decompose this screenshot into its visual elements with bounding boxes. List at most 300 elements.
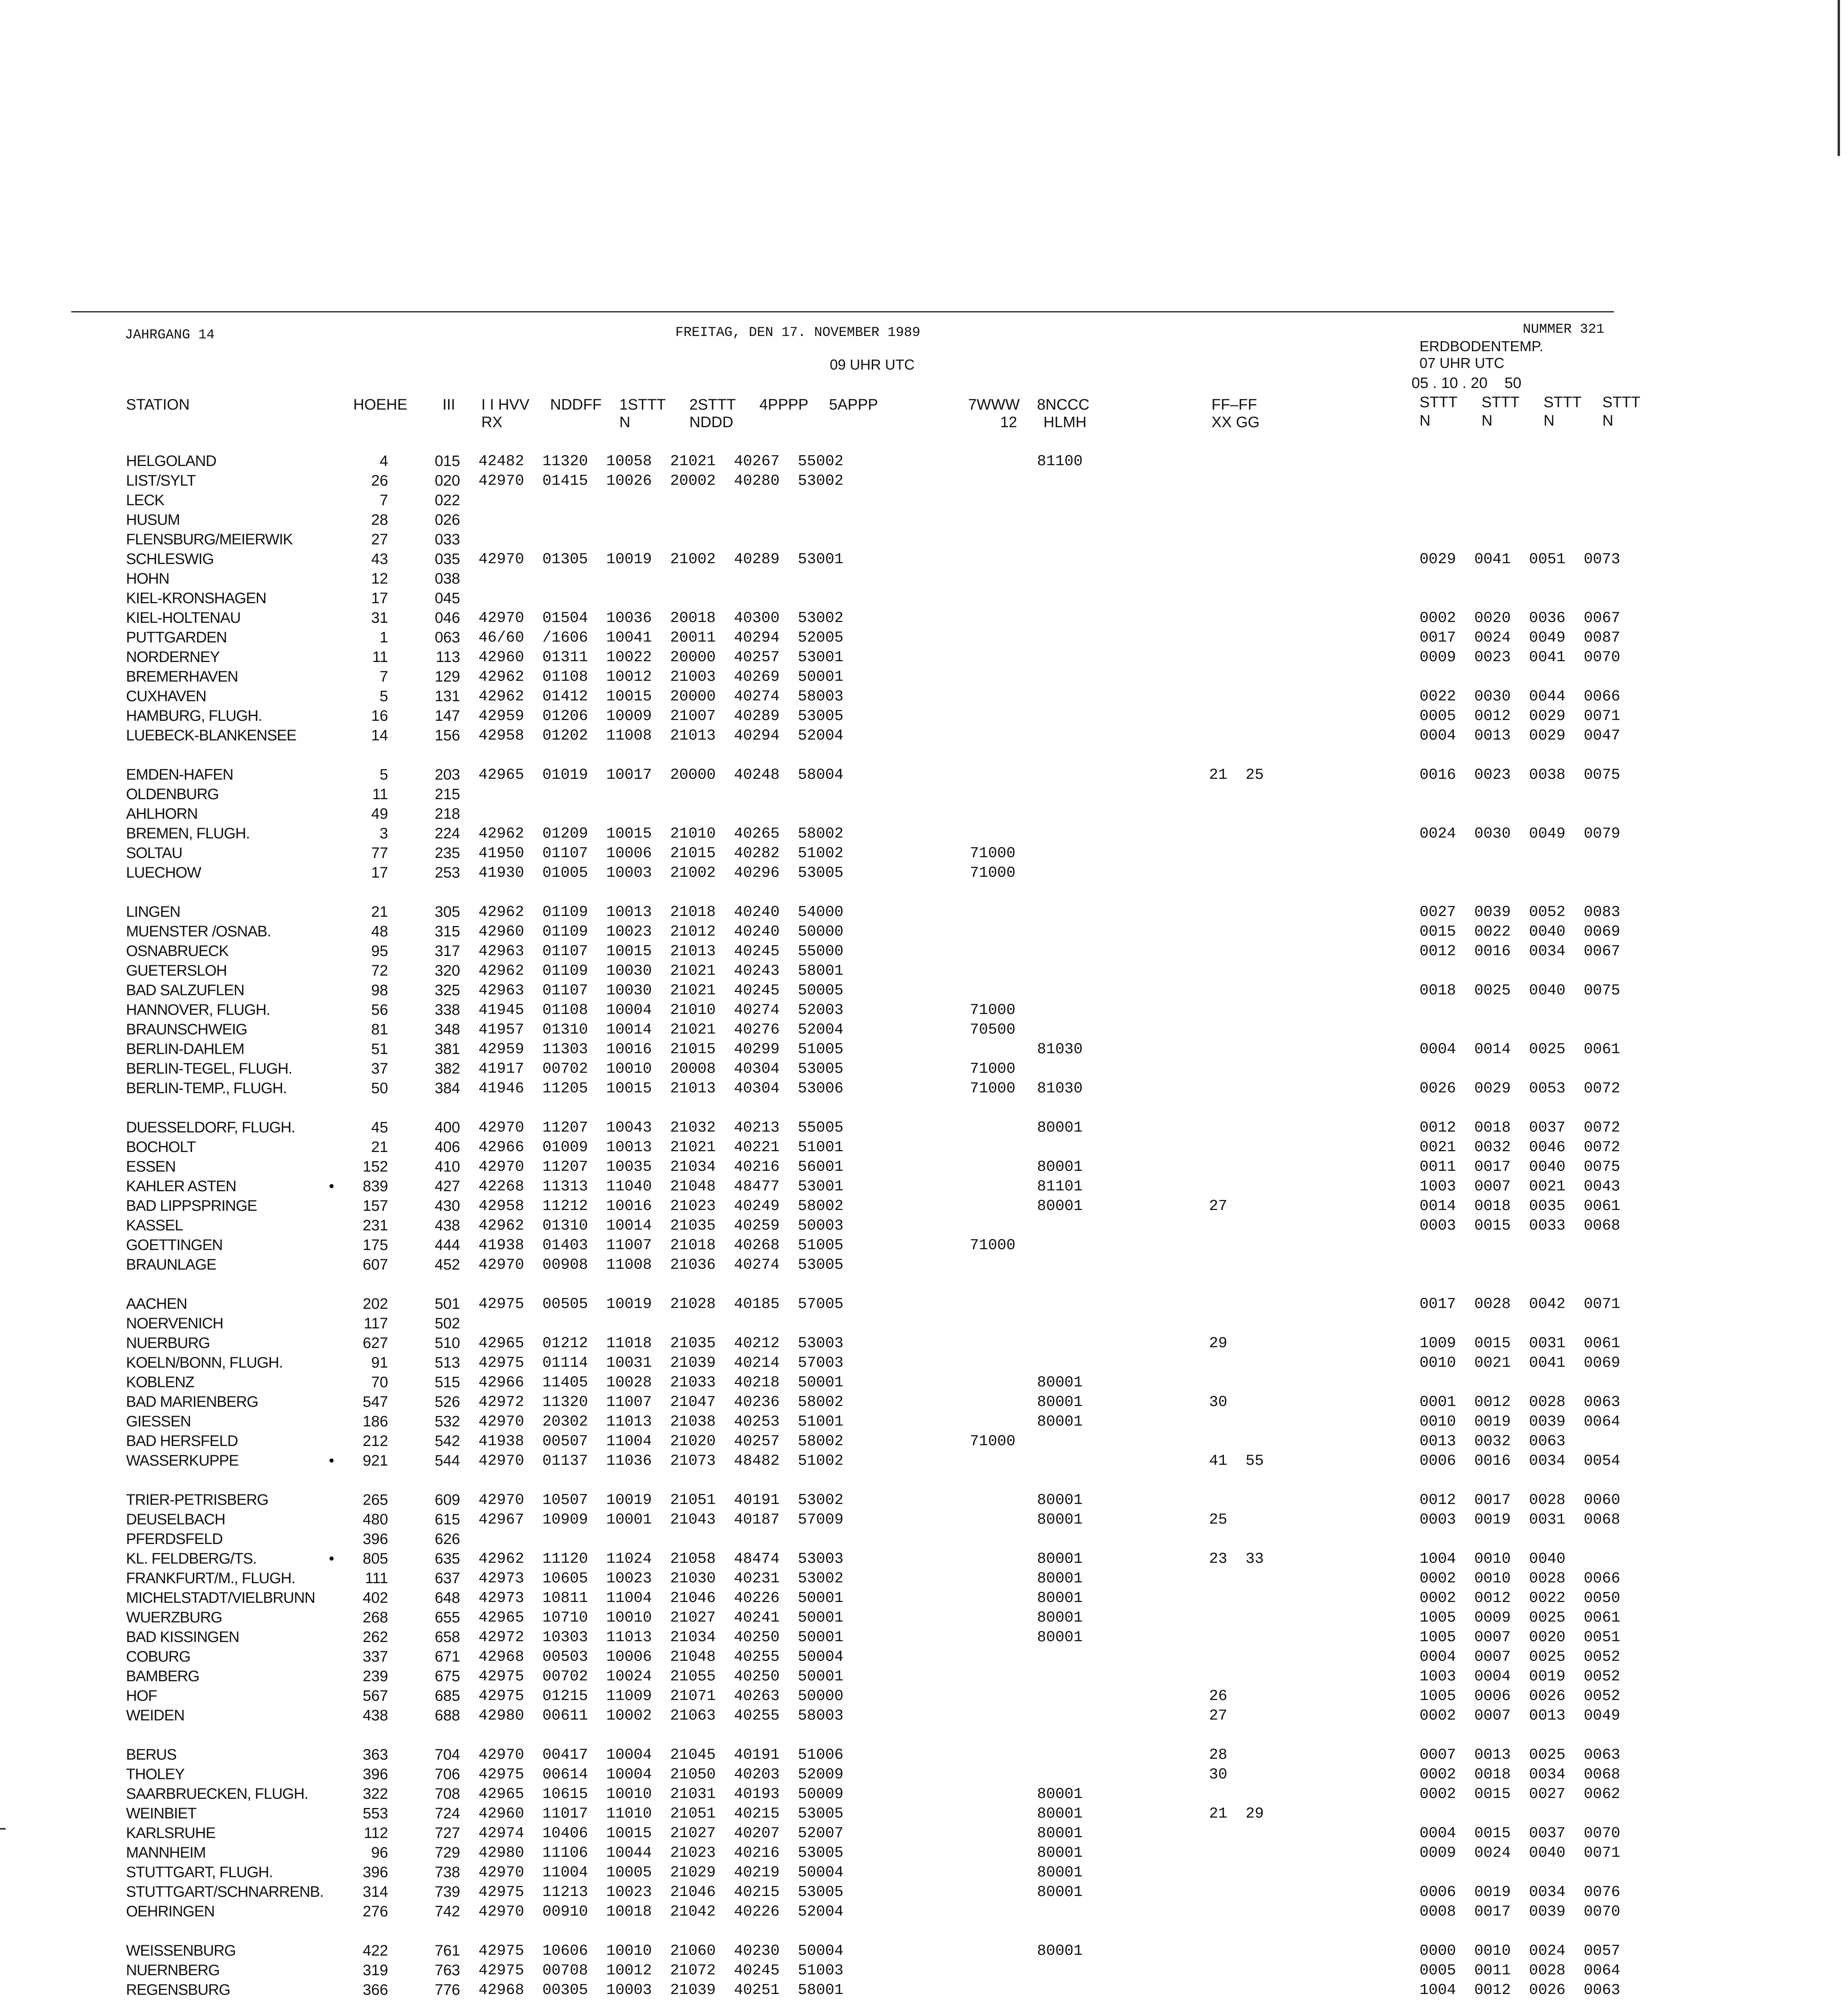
station-name: NUERNBERG <box>126 1962 220 1979</box>
table-row <box>0 1706 1848 1725</box>
station-name: GIESSEN <box>126 1413 191 1430</box>
soil-temps: 0002 0007 0013 0049 <box>1420 1707 1620 1724</box>
synop-groups: 42980 00611 10002 21063 40255 58003 <box>479 1707 844 1724</box>
group-8: 80001 <box>1037 1374 1083 1391</box>
station-id: 452 <box>434 1256 460 1273</box>
station-name: KARLSRUHE <box>126 1825 216 1842</box>
soil-temps: 0022 0030 0044 0066 <box>1420 688 1620 705</box>
synop-groups: 42980 11106 10044 21023 40216 53005 <box>479 1844 844 1862</box>
synop-groups: 42975 00708 10012 21072 40245 51003 <box>479 1962 844 1979</box>
table-row <box>0 1176 1848 1196</box>
soil-temps: 0004 0015 0037 0070 <box>1420 1825 1620 1842</box>
station-height: 7 <box>379 492 388 509</box>
synop-groups: 42970 11207 10035 21034 40216 56001 <box>479 1158 844 1176</box>
table-row <box>0 1686 1848 1706</box>
station-height: 7 <box>379 668 388 685</box>
station-name: REGENSBURG <box>126 1982 230 1998</box>
soil-temps: 0001 0012 0028 0063 <box>1420 1394 1620 1411</box>
station-id: 033 <box>434 531 460 548</box>
group-8: 80001 <box>1037 1413 1083 1430</box>
soil-temps: 0004 0014 0025 0061 <box>1420 1041 1620 1058</box>
col-iii: III <box>442 396 455 413</box>
station-name: LINGEN <box>126 904 180 920</box>
station-id: 381 <box>434 1041 460 1058</box>
station-height: 21 <box>371 1139 388 1156</box>
station-height: 567 <box>362 1688 388 1704</box>
station-id: 410 <box>434 1158 460 1175</box>
station-height: 396 <box>362 1864 388 1881</box>
table-row <box>0 1745 1848 1764</box>
synop-groups: 42959 01206 10009 21007 40289 53005 <box>479 708 844 725</box>
soil-temps: 0018 0025 0040 0075 <box>1420 982 1620 999</box>
col-s2b: N <box>1482 412 1493 429</box>
table-row <box>0 1941 1848 1960</box>
station-name: BAD HERSFELD <box>126 1433 238 1450</box>
table-row <box>0 1059 1848 1078</box>
station-height: 231 <box>362 1217 388 1234</box>
table-row <box>0 647 1848 667</box>
group-8: 81030 <box>1037 1041 1083 1058</box>
table-row <box>0 628 1848 647</box>
group-7: 71000 <box>970 1433 1016 1450</box>
station-id: 035 <box>434 551 460 568</box>
station-height: 70 <box>371 1374 388 1391</box>
table-row <box>0 1294 1848 1314</box>
synop-groups: 42962 01310 10014 21035 40259 50003 <box>479 1217 844 1234</box>
station-height: 839 <box>362 1178 388 1195</box>
station-id: 609 <box>434 1492 460 1508</box>
station-id: 615 <box>434 1511 460 1528</box>
synop-groups: 42268 11313 11040 21048 48477 53001 <box>479 1178 844 1195</box>
table-row <box>0 1118 1848 1137</box>
table-row <box>0 1157 1848 1176</box>
station-name: HANNOVER, FLUGH. <box>126 1002 270 1018</box>
table-row <box>0 1549 1848 1568</box>
station-height: 48 <box>371 923 388 940</box>
wind-gusts: 28 <box>1209 1746 1227 1764</box>
synop-groups: 42975 11213 10023 21046 40215 53005 <box>479 1884 844 1901</box>
table-row <box>0 569 1848 588</box>
table-row <box>0 1000 1848 1020</box>
soil-temps: 0000 0010 0024 0057 <box>1420 1942 1620 1960</box>
volume-label: JAHRGANG 14 <box>125 328 215 343</box>
station-name: KAHLER ASTEN <box>126 1178 236 1195</box>
synop-groups: 41946 11205 10015 21013 40304 53006 <box>479 1080 844 1097</box>
station-height: 56 <box>371 1002 388 1018</box>
synop-groups: 42965 01212 11018 21035 40212 53003 <box>479 1335 844 1352</box>
station-height: 112 <box>364 1825 388 1842</box>
table-row <box>0 1862 1848 1882</box>
table-row <box>0 1392 1848 1412</box>
synop-groups: 42962 01209 10015 21010 40265 58002 <box>479 825 844 842</box>
synop-groups: 42962 01109 10030 21021 40243 58001 <box>479 962 844 980</box>
synop-groups: 42970 01305 10019 21002 40289 53001 <box>479 551 844 568</box>
synop-groups: 42970 11207 10043 21032 40213 55005 <box>479 1119 844 1136</box>
soil-temps: 0016 0023 0038 0075 <box>1420 766 1620 784</box>
station-name: OLDENBURG <box>126 786 219 803</box>
station-name: LUEBECK-BLANKENSEE <box>126 727 296 744</box>
wind-gusts: 23 33 <box>1209 1550 1264 1568</box>
synop-groups: 42965 10615 10010 21031 40193 50009 <box>479 1786 844 1803</box>
synop-groups: 42970 01504 10036 20018 40300 53002 <box>479 610 844 627</box>
station-name: HUSUM <box>126 512 180 528</box>
station-height: 27 <box>371 531 388 548</box>
station-id: 739 <box>434 1884 460 1900</box>
station-height: 50 <box>371 1080 388 1097</box>
table-row <box>0 1647 1848 1666</box>
soil-temp-time: 07 UHR UTC <box>1420 355 1505 371</box>
table-row <box>0 941 1848 961</box>
station-id: 045 <box>434 590 460 607</box>
synop-groups: 42968 00305 10003 21039 40251 58001 <box>479 1982 844 1999</box>
soil-temps: 0006 0019 0034 0076 <box>1420 1884 1620 1901</box>
station-name: STUTTGART, FLUGH. <box>126 1864 273 1881</box>
station-name: COBURG <box>126 1648 190 1665</box>
station-id: 776 <box>434 1982 460 1998</box>
soil-temps: 1009 0015 0031 0061 <box>1420 1335 1620 1352</box>
synop-groups: 42962 01108 10012 21003 40269 50001 <box>479 668 844 686</box>
station-height: 96 <box>371 1844 388 1861</box>
group-7: 71000 <box>970 1080 1016 1097</box>
station-height: 262 <box>362 1629 388 1646</box>
station-height: 337 <box>362 1648 388 1665</box>
group-8: 81101 <box>1037 1178 1083 1195</box>
soil-temps: 0008 0017 0039 0070 <box>1420 1903 1620 1920</box>
table-row <box>0 980 1848 1000</box>
station-name: WASSERKUPPE <box>126 1452 239 1469</box>
station-name: HAMBURG, FLUGH. <box>126 708 262 724</box>
station-height: 45 <box>371 1119 388 1136</box>
table-row <box>0 686 1848 706</box>
station-name: KASSEL <box>126 1217 183 1234</box>
station-id: 235 <box>434 845 460 862</box>
station-height: 28 <box>371 512 388 528</box>
station-height: 77 <box>371 845 388 862</box>
station-id: 320 <box>434 962 460 979</box>
table-row <box>0 451 1848 471</box>
station-name: BERUS <box>126 1746 176 1763</box>
wind-gusts: 30 <box>1209 1766 1227 1783</box>
soil-temps: 0007 0013 0025 0063 <box>1420 1746 1620 1764</box>
group-8: 80001 <box>1037 1805 1083 1822</box>
station-name: LUECHOW <box>126 864 201 881</box>
station-id: 729 <box>434 1844 460 1861</box>
station-height: 212 <box>362 1433 388 1450</box>
group-8: 80001 <box>1037 1590 1083 1607</box>
soil-temps: 0002 0020 0036 0067 <box>1420 610 1620 627</box>
table-row <box>0 530 1848 549</box>
synop-groups: 46/60 /1606 10041 20011 40294 52005 <box>479 629 844 646</box>
station-height: 276 <box>362 1903 388 1920</box>
col-g2: NDDFF <box>550 396 602 413</box>
station-height: 49 <box>371 806 388 822</box>
station-height: 5 <box>379 688 388 705</box>
station-name: BREMEN, FLUGH. <box>126 825 250 842</box>
table-row <box>0 1137 1848 1157</box>
group-8: 81030 <box>1037 1080 1083 1097</box>
group-8: 80001 <box>1037 1884 1083 1901</box>
station-name: EMDEN-HAFEN <box>126 766 233 783</box>
table-row <box>0 1333 1848 1353</box>
issue-number: NUMMER 321 <box>1523 322 1605 337</box>
group-8: 80001 <box>1037 1492 1083 1509</box>
station-name: HOF <box>126 1688 157 1704</box>
synop-groups: 42482 11320 10058 21021 40267 55002 <box>479 453 844 470</box>
station-id: 046 <box>434 610 460 626</box>
date-label: FREITAG, DEN 17. NOVEMBER 1989 <box>675 325 921 340</box>
station-height: 239 <box>362 1668 388 1685</box>
synop-groups: 42963 01107 10030 21021 40245 50005 <box>479 982 844 999</box>
station-name: BOCHOLT <box>126 1139 196 1156</box>
station-name: ESSEN <box>126 1158 176 1175</box>
group-8: 80001 <box>1037 1158 1083 1176</box>
station-id: 015 <box>434 453 460 470</box>
station-name: FLENSBURG/MEIERWIK <box>126 531 293 548</box>
soil-temps: 0009 0023 0041 0070 <box>1420 649 1620 666</box>
station-height: 319 <box>362 1962 388 1979</box>
station-name: AHLHORN <box>126 806 198 822</box>
synop-groups: 42975 01114 10031 21039 40214 57003 <box>479 1354 844 1372</box>
station-height: 396 <box>362 1766 388 1783</box>
synop-groups: 42965 01019 10017 20000 40248 58004 <box>479 766 844 784</box>
wind-gusts: 41 55 <box>1209 1452 1264 1470</box>
station-id: 655 <box>434 1609 460 1626</box>
group-8: 80001 <box>1037 1786 1083 1803</box>
soil-temps: 0002 0015 0027 0062 <box>1420 1786 1620 1803</box>
station-name: KIEL-HOLTENAU <box>126 610 241 626</box>
group-7: 71000 <box>970 845 1016 862</box>
synop-groups: 42970 00417 10004 21045 40191 51006 <box>479 1746 844 1764</box>
table-row <box>0 726 1848 745</box>
soil-temps: 1004 0010 0040 <box>1420 1550 1566 1568</box>
col-g8a: 8NCCC <box>1037 396 1089 413</box>
station-name: DUESSELDORF, FLUGH. <box>126 1119 295 1136</box>
station-id: 510 <box>434 1335 460 1352</box>
table-row <box>0 1235 1848 1255</box>
station-name: BAD MARIENBERG <box>126 1394 258 1410</box>
col-g5: 4PPPP <box>759 396 809 413</box>
station-name: KOBLENZ <box>126 1374 194 1391</box>
col-g1a: I I HVV <box>481 396 530 413</box>
station-id: 637 <box>434 1570 460 1587</box>
station-height: 805 <box>362 1550 388 1567</box>
group-7: 71000 <box>970 864 1016 882</box>
station-id: 022 <box>434 492 460 509</box>
station-name: MUENSTER /OSNAB. <box>126 923 271 940</box>
station-name: MANNHEIM <box>126 1844 206 1861</box>
station-name: NUERBURG <box>126 1335 210 1352</box>
station-name: GOETTINGEN <box>126 1237 223 1254</box>
station-name: BAMBERG <box>126 1668 200 1685</box>
synop-groups: 42970 11004 10005 21029 40219 50004 <box>479 1864 844 1881</box>
table-row <box>0 1078 1848 1098</box>
table-row <box>0 1353 1848 1372</box>
station-id: 526 <box>434 1394 460 1410</box>
synop-groups: 42960 11017 11010 21051 40215 53005 <box>479 1805 844 1822</box>
soil-temps: 0014 0018 0035 0061 <box>1420 1198 1620 1215</box>
table-row <box>0 1784 1848 1804</box>
station-id: 742 <box>434 1903 460 1920</box>
station-name: OEHRINGEN <box>126 1903 215 1920</box>
table-row <box>0 549 1848 569</box>
station-height: 91 <box>371 1354 388 1371</box>
group-8: 80001 <box>1037 1394 1083 1411</box>
station-name: FRANKFURT/M., FLUGH. <box>126 1570 295 1587</box>
station-id: 338 <box>434 1002 460 1018</box>
synop-groups: 42965 10710 10010 21027 40241 50001 <box>479 1609 844 1626</box>
table-row <box>0 1960 1848 1980</box>
synop-groups: 41957 01310 10014 21021 40276 52004 <box>479 1021 844 1038</box>
synop-groups: 42963 01107 10015 21013 40245 55000 <box>479 943 844 960</box>
station-height: 11 <box>372 786 388 803</box>
station-height: 111 <box>365 1570 388 1587</box>
synop-groups: 42975 10606 10010 21060 40230 50004 <box>479 1942 844 1960</box>
soil-temps: 0002 0010 0028 0066 <box>1420 1570 1620 1587</box>
group-8: 80001 <box>1037 1511 1083 1528</box>
table-row <box>0 784 1848 804</box>
station-name: BERLIN-TEGEL, FLUGH. <box>126 1060 292 1077</box>
station-name: KL. FELDBERG/TS. <box>126 1550 257 1567</box>
station-height: 4 <box>379 453 388 470</box>
synop-groups: 42970 01415 10026 20002 40280 53002 <box>479 472 844 490</box>
table-row <box>0 608 1848 628</box>
col-s1a: STTT <box>1420 394 1458 411</box>
station-id: 626 <box>434 1531 460 1548</box>
col-s4a: STTT <box>1602 394 1640 411</box>
synop-groups: 42970 01137 11036 21073 48482 51002 <box>479 1452 844 1470</box>
table-row <box>0 824 1848 843</box>
col-g7a: 7WWW <box>968 396 1020 413</box>
station-name: AACHEN <box>126 1296 187 1312</box>
soil-temps: 0005 0011 0028 0064 <box>1420 1962 1620 1979</box>
soil-temps: 1005 0006 0026 0052 <box>1420 1688 1620 1705</box>
soil-temps: 0005 0012 0029 0071 <box>1420 708 1620 725</box>
station-id: 253 <box>434 864 460 881</box>
synop-groups: 41917 00702 10010 20008 40304 53005 <box>479 1060 844 1078</box>
station-id: 708 <box>434 1786 460 1802</box>
col-g6: 5APPP <box>829 396 878 413</box>
station-height: 265 <box>362 1492 388 1508</box>
col-g7b: 12 <box>1000 414 1017 431</box>
table-row <box>0 471 1848 490</box>
station-height: 627 <box>362 1335 388 1352</box>
col-g8b: HLMH <box>1043 414 1087 431</box>
group-8: 80001 <box>1037 1198 1083 1215</box>
station-height: 186 <box>362 1413 388 1430</box>
soil-temps: 0027 0039 0052 0083 <box>1420 904 1620 921</box>
station-height: 553 <box>362 1805 388 1822</box>
station-height: 547 <box>362 1394 388 1410</box>
table-row <box>0 1627 1848 1647</box>
station-id: 131 <box>434 688 460 705</box>
station-name: DEUSELBACH <box>126 1511 225 1528</box>
soil-temps: 1004 0012 0026 0063 <box>1420 1982 1620 1999</box>
synop-groups: 42966 01009 10013 21021 40221 51001 <box>479 1139 844 1156</box>
header-rule <box>71 311 1614 312</box>
soil-temps: 1003 0007 0021 0043 <box>1420 1178 1620 1195</box>
station-name: MICHELSTADT/VIELBRUNN <box>126 1590 315 1606</box>
station-id: 315 <box>434 923 460 940</box>
soil-temps: 0013 0032 0063 <box>1420 1433 1566 1450</box>
synop-groups: 42972 10303 11013 21034 40250 50001 <box>479 1629 844 1646</box>
station-name: SOLTAU <box>126 845 182 862</box>
station-height: 72 <box>371 962 388 979</box>
soil-temps: 0004 0013 0029 0047 <box>1420 727 1620 744</box>
station-name: WEISSENBURG <box>126 1942 236 1959</box>
station-name: BRAUNSCHWEIG <box>126 1021 247 1038</box>
station-id: 384 <box>434 1080 460 1097</box>
wind-gusts: 27 <box>1209 1707 1227 1724</box>
col-g3a: 1STTT <box>619 396 666 413</box>
station-id: 688 <box>434 1707 460 1724</box>
synop-groups: 42972 11320 11007 21047 40236 58002 <box>479 1394 844 1411</box>
table-row <box>0 706 1848 726</box>
wind-gusts: 21 25 <box>1209 766 1264 784</box>
station-name: BRAUNLAGE <box>126 1256 216 1273</box>
station-name: BERLIN-DAHLEM <box>126 1041 244 1058</box>
table-row <box>0 588 1848 608</box>
station-name: WUERZBURG <box>126 1609 222 1626</box>
station-height: 16 <box>371 708 388 724</box>
col-s2a: STTT <box>1482 394 1520 411</box>
station-name: HELGOLAND <box>126 453 216 470</box>
table-row <box>0 1666 1848 1686</box>
station-id: 544 <box>434 1452 460 1469</box>
group-8: 80001 <box>1037 1629 1083 1646</box>
station-id: 648 <box>434 1590 460 1606</box>
soil-temps: 0002 0018 0034 0068 <box>1420 1766 1620 1783</box>
station-id: 502 <box>434 1315 460 1332</box>
soil-temps: 0017 0028 0042 0071 <box>1420 1296 1620 1313</box>
synop-groups: 42974 10406 10015 21027 40207 52007 <box>479 1825 844 1842</box>
station-name: BAD KISSINGEN <box>126 1629 239 1646</box>
station-id: 532 <box>434 1413 460 1430</box>
station-height: 607 <box>362 1256 388 1273</box>
synop-groups: 42960 01311 10022 20000 40257 53001 <box>479 649 844 666</box>
station-height: 17 <box>371 864 388 881</box>
station-height: 322 <box>362 1786 388 1802</box>
synop-groups: 42970 00910 10018 21042 40226 52004 <box>479 1903 844 1920</box>
table-row <box>0 1804 1848 1823</box>
station-id: 203 <box>434 766 460 783</box>
soil-temps: 0017 0024 0049 0087 <box>1420 629 1620 646</box>
station-name: THOLEY <box>126 1766 185 1783</box>
synop-groups: 41938 01403 11007 21018 40268 51005 <box>479 1237 844 1254</box>
table-row <box>0 902 1848 922</box>
station-name: SAARBRUECKEN, FLUGH. <box>126 1786 308 1802</box>
table-row <box>0 1882 1848 1902</box>
station-height: 95 <box>371 943 388 960</box>
station-name: BAD LIPPSPRINGE <box>126 1198 257 1214</box>
station-id: 325 <box>434 982 460 999</box>
station-height: 422 <box>362 1942 388 1959</box>
group-8: 80001 <box>1037 1550 1083 1568</box>
station-id: 147 <box>434 708 460 724</box>
station-height: 175 <box>362 1237 388 1254</box>
station-id: 129 <box>434 668 460 685</box>
station-id: 724 <box>434 1805 460 1822</box>
col-s1b: N <box>1420 412 1431 429</box>
wind-gusts: 21 29 <box>1209 1805 1264 1822</box>
station-marker: • <box>329 1550 334 1567</box>
soil-temps: 0015 0022 0040 0069 <box>1420 923 1620 940</box>
synop-groups: 42970 10507 10019 21051 40191 53002 <box>479 1492 844 1509</box>
col-g1b: RX <box>481 414 503 431</box>
station-height: 43 <box>371 551 388 568</box>
table-row <box>0 1020 1848 1039</box>
station-name: SCHLESWIG <box>126 551 214 568</box>
station-id: 026 <box>434 512 460 528</box>
